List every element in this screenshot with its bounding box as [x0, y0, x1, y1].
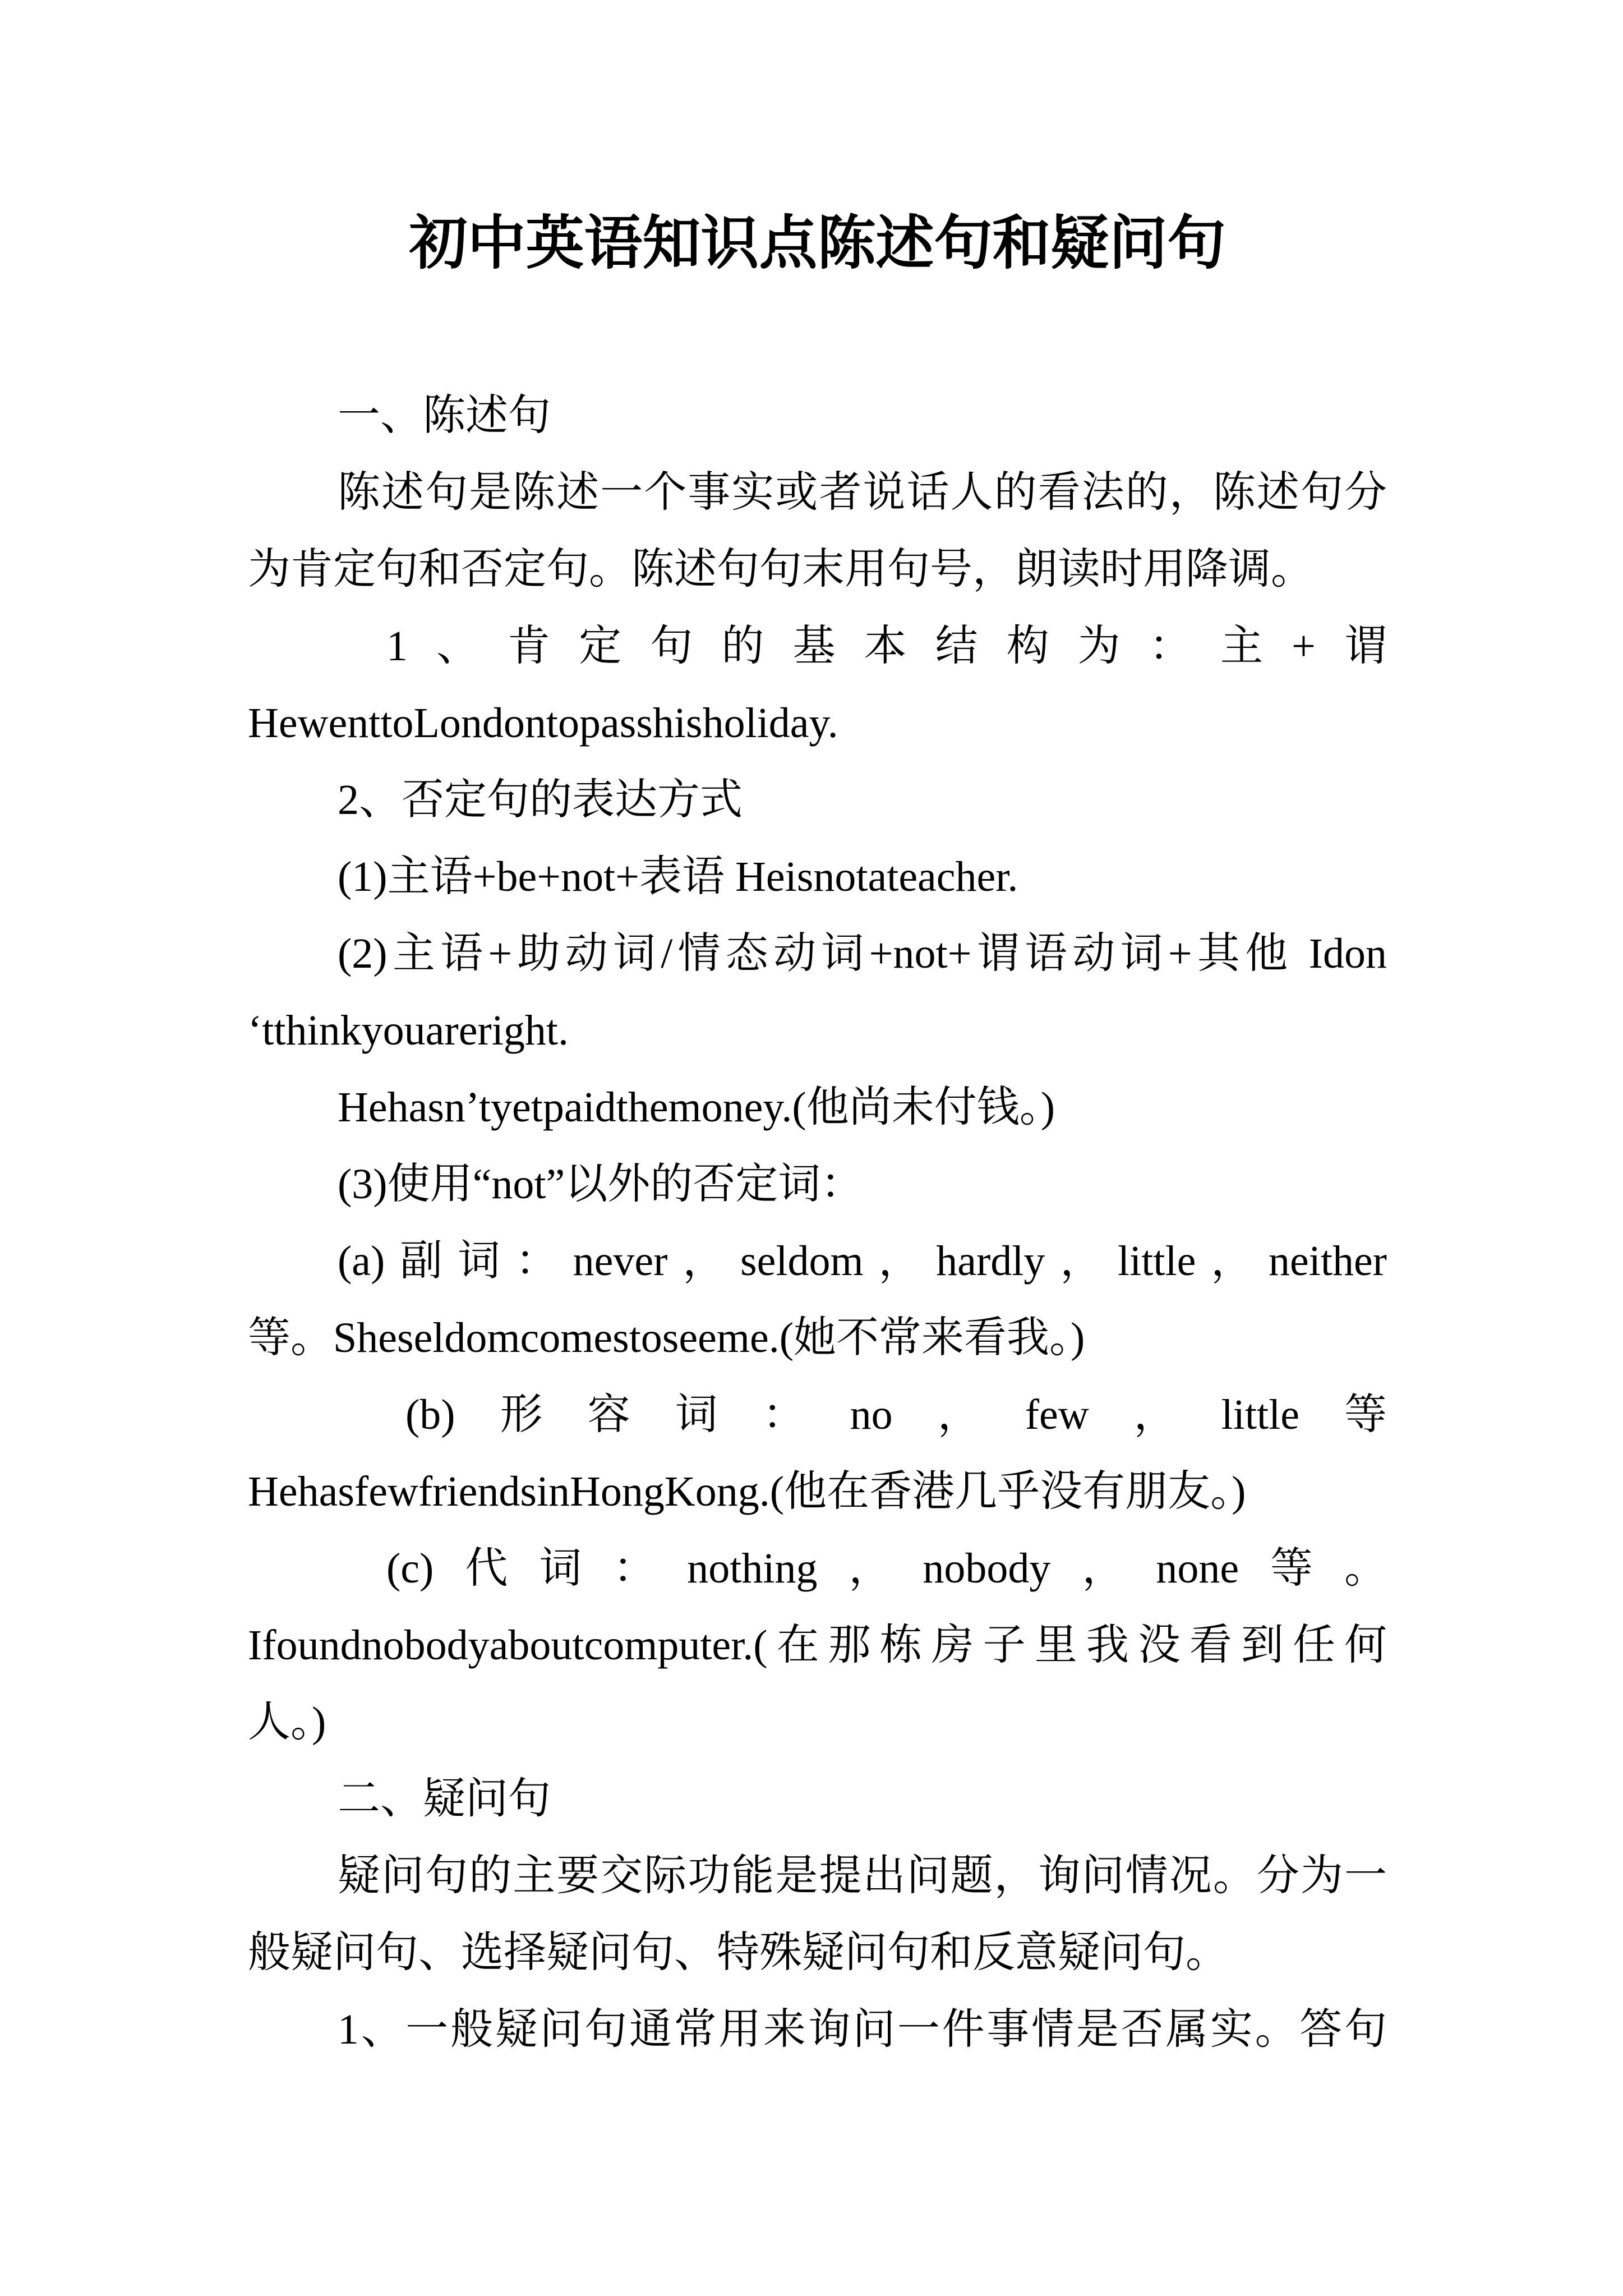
rule-line: (2)主语+助动词/情态动词+not+谓语动词+其他 Idon — [338, 930, 1387, 977]
section-heading-questions: 二、疑问句 — [338, 1775, 551, 1823]
example-sentence-line: 人。) — [248, 1699, 326, 1746]
paragraph-line: 陈述句是陈述一个事实或者说话人的看法的，陈述句分 — [338, 469, 1387, 516]
example-sentence-line: ‘tthinkyouareright. — [248, 1007, 569, 1054]
rule-line: (a)副词：never，seldom，hardly，little，neither — [338, 1237, 1387, 1285]
rule-line: (c)代词：nothing，nobody，none等。 — [386, 1545, 1387, 1592]
rule-line: (1)主语+be+not+表语 Heisnotateacher. — [338, 853, 1018, 900]
rule-line: (b)形容词：no，few，little等 — [405, 1391, 1387, 1438]
example-sentence-line: HewenttoLondontopasshisholiday. — [248, 700, 838, 747]
rule-line: (3)使用“not”以外的否定词： — [338, 1161, 864, 1208]
section-heading-statements: 一、陈述句 — [338, 392, 551, 439]
paragraph-line: 般疑问句、选择疑问句、特殊疑问句和反意疑问句。 — [248, 1929, 1228, 1976]
paragraph-line: 1、一般疑问句通常用来询问一件事情是否属实。答句 — [338, 2006, 1387, 2053]
example-sentence-line: 等。Sheseldomcomestoseeme.(她不常来看我。) — [248, 1314, 1085, 1361]
paragraph-line: 为肯定句和否定句。陈述句句末用句号，朗读时用降调。 — [248, 546, 1313, 593]
document-body — [248, 378, 1387, 2068]
subheading-negative-forms: 2、否定句的表达方式 — [338, 776, 743, 823]
paragraph-line: 疑问句的主要交际功能是提出问题，询问情况。分为一 — [338, 1852, 1387, 1899]
document-title: 初中英语知识点陈述句和疑问句 — [409, 211, 1226, 276]
paragraph-line: 1、肯定句的基本结构为：主+谓 — [386, 623, 1387, 670]
example-sentence-line: HehasfewfriendsinHongKong.(他在香港几乎没有朋友。) — [248, 1468, 1246, 1515]
example-sentence-line: Ifoundnobodyaboutcomputer.(在那栋房子里我没看到任何 — [248, 1622, 1387, 1669]
example-sentence-line: Hehasn’tyetpaidthemoney.(他尚未付钱。) — [338, 1084, 1055, 1131]
